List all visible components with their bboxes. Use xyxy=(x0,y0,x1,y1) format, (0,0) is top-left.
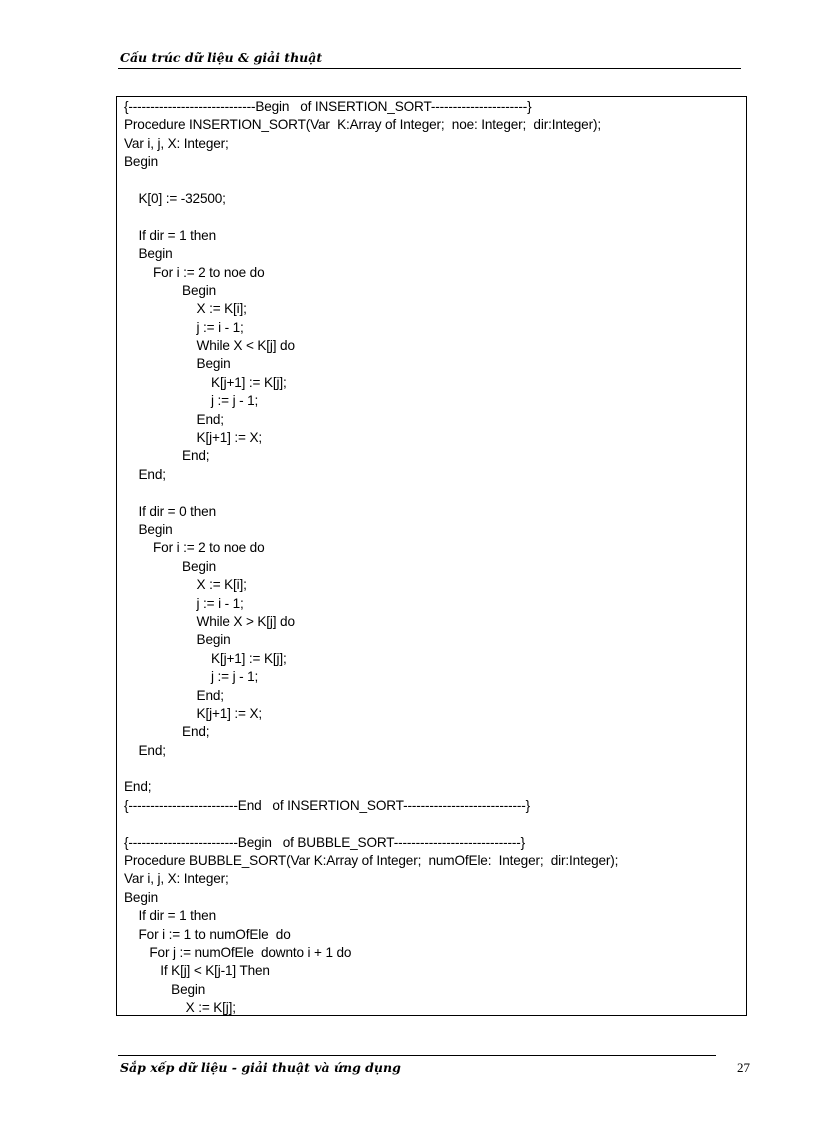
code-line: j := j - 1; xyxy=(124,669,259,685)
code-line: j := i - 1; xyxy=(124,319,244,335)
code-line: If dir = 1 then xyxy=(124,227,216,243)
page-header-title: Cấu trúc dữ liệu & giải thuật xyxy=(120,50,323,65)
code-line: {-------------------------Begin of BUBBLE_SORT-----------------------------} xyxy=(124,834,526,850)
code-line: Begin xyxy=(124,558,217,574)
code-line: While X < K[j] do xyxy=(124,338,295,354)
code-line xyxy=(124,172,742,190)
code-line: Procedure BUBBLE_SORT(Var K:Array of Integer; numOfEle: Integer; dir:Integer); xyxy=(124,853,619,869)
code-listing xyxy=(124,98,742,1016)
code-line: X := K[j]; xyxy=(124,1000,236,1016)
code-line: {-------------------------End of INSERTION_SORT----------------------------} xyxy=(124,797,531,813)
code-line: Var i, j, X: Integer; xyxy=(124,135,229,151)
code-line: Begin xyxy=(124,356,231,372)
code-line: j := i - 1; xyxy=(124,595,244,611)
code-line: Begin xyxy=(124,521,173,537)
code-listing-box xyxy=(116,96,747,1016)
code-line: For i := 1 to numOfEle do xyxy=(124,926,291,942)
code-line: End; xyxy=(124,779,152,795)
code-line: X := K[i]; xyxy=(124,577,247,593)
code-line: End; xyxy=(124,466,166,482)
code-line: For i := 2 to noe do xyxy=(124,540,265,556)
code-line: End; xyxy=(124,742,166,758)
code-line: For i := 2 to noe do xyxy=(124,264,265,280)
code-line: j := j - 1; xyxy=(124,393,259,409)
code-line: For j := numOfEle downto i + 1 do xyxy=(124,944,352,960)
code-line: K[j+1] := K[j]; xyxy=(124,650,287,666)
code-line: If K[j] < K[j-1] Then xyxy=(124,963,270,979)
code-line xyxy=(124,760,742,778)
code-line: While X > K[j] do xyxy=(124,613,295,629)
code-line: Var i, j, X: Integer; xyxy=(124,871,229,887)
page-number: 27 xyxy=(737,1060,750,1075)
code-line: K[0] := -32500; xyxy=(124,190,226,206)
code-line: {-----------------------------Begin of INSERTION_SORT----------------------} xyxy=(124,99,532,114)
code-line: End; xyxy=(124,724,210,740)
code-line: Procedure INSERTION_SORT(Var K:Array of Integer; noe: Integer; dir:Integer); xyxy=(124,117,601,133)
code-line: Begin xyxy=(124,889,159,905)
footer-divider xyxy=(118,1055,716,1056)
page-footer-title: Sắp xếp dữ liệu - giải thuật và ứng dụng xyxy=(120,1060,401,1075)
code-line: Begin xyxy=(124,246,173,262)
code-line: K[j+1] := K[j]; xyxy=(124,374,287,390)
code-line: X := K[i]; xyxy=(124,301,247,317)
code-line: K[j+1] := X; xyxy=(124,430,262,446)
code-line: Begin xyxy=(124,632,231,648)
code-line: If dir = 0 then xyxy=(124,503,216,519)
code-line: Begin xyxy=(124,154,159,170)
code-line: End; xyxy=(124,687,224,703)
code-line: K[j+1] := X; xyxy=(124,705,262,721)
code-line: Begin xyxy=(124,282,217,298)
code-line: End; xyxy=(124,411,224,427)
code-line: End; xyxy=(124,448,210,464)
header-divider xyxy=(118,68,741,69)
code-line: If dir = 1 then xyxy=(124,908,216,924)
code-line xyxy=(124,208,742,226)
code-line: Begin xyxy=(124,981,206,997)
code-line xyxy=(124,484,742,502)
code-line xyxy=(124,815,742,833)
